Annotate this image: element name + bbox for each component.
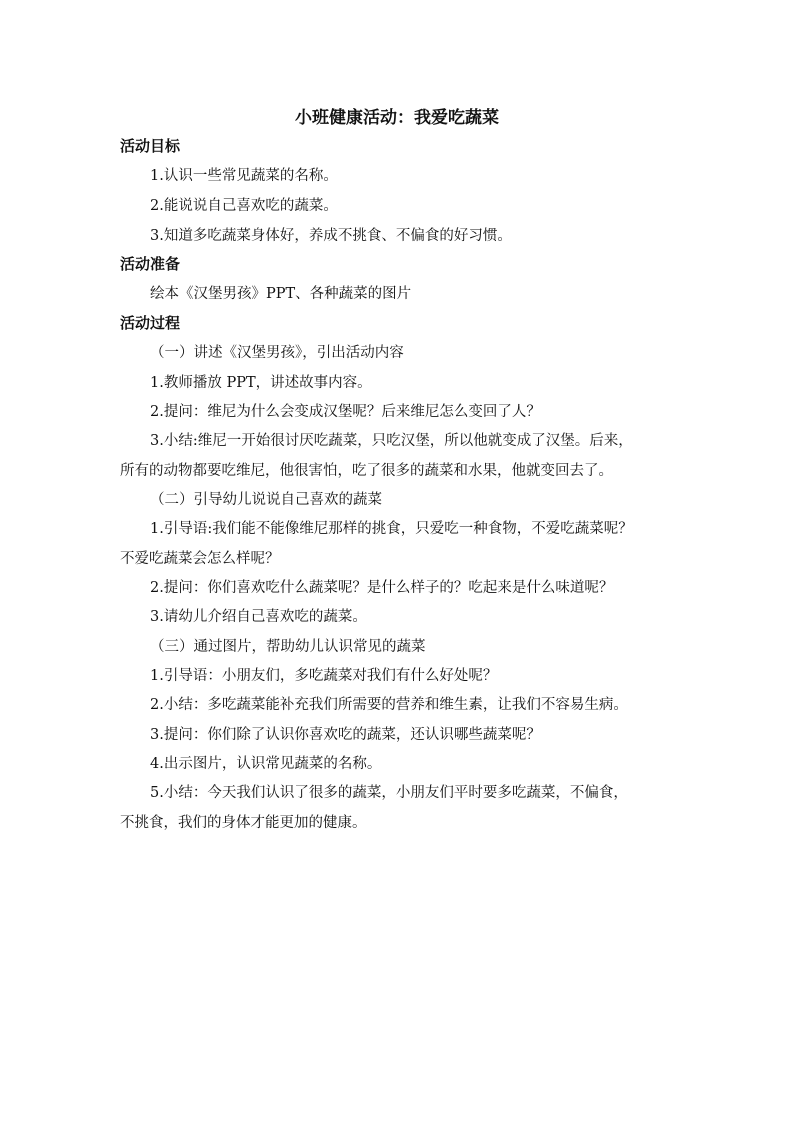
process-line: 3.小结:维尼一开始很讨厌吃蔬菜，只吃汉堡，所以他就变成了汉堡。后来， xyxy=(150,433,633,449)
process-line: 3.提问：你们除了认识你喜欢吃的蔬菜，还认识哪些蔬菜呢？ xyxy=(150,727,541,743)
process-line: 不挑食，我们的身体才能更加的健康。 xyxy=(120,815,367,831)
process-line: 1.教师播放 PPT，讲述故事内容。 xyxy=(150,375,372,391)
process-heading: 活动过程 xyxy=(120,314,181,332)
prep-text: 绘本《汉堡男孩》PPT、各种蔬菜的图片 xyxy=(150,286,412,302)
process-subheading: （一）讲述《汉堡男孩》，引出活动内容 xyxy=(150,345,404,361)
process-line: 2.提问：维尼为什么会变成汉堡呢？后来维尼怎么变回了人？ xyxy=(150,404,541,420)
process-subheading: （三）通过图片，帮助幼儿认识常见的蔬菜 xyxy=(150,639,426,655)
process-line: 1.引导语:我们能不能像维尼那样的挑食，只爱吃一种食物，不爱吃蔬菜呢？ xyxy=(150,521,633,537)
goal-item: 2.能说说自己喜欢吃的蔬菜。 xyxy=(150,198,338,214)
goals-heading: 活动目标 xyxy=(120,137,181,155)
process-line: 1.引导语：小朋友们，多吃蔬菜对我们有什么好处呢？ xyxy=(150,668,498,684)
process-line: 4.出示图片，认识常见蔬菜的名称。 xyxy=(150,756,382,772)
process-line: 5.小结：今天我们认识了很多的蔬菜，小朋友们平时要多吃蔬菜，不偏食， xyxy=(150,785,628,801)
document-title: 小班健康活动：我爱吃蔬菜 xyxy=(295,108,499,128)
process-line: 2.小结：多吃蔬菜能补充我们所需要的营养和维生素，让我们不容易生病。 xyxy=(150,697,628,713)
process-line: 3.请幼儿介绍自己喜欢吃的蔬菜。 xyxy=(150,609,367,625)
process-line: 不爱吃蔬菜会怎么样呢？ xyxy=(120,551,280,567)
goal-item: 3.知道多吃蔬菜身体好，养成不挑食、不偏食的好习惯。 xyxy=(150,228,512,244)
process-line: 所有的动物都要吃维尼，他很害怕，吃了很多的蔬菜和水果，他就变回去了。 xyxy=(120,463,613,479)
prep-heading: 活动准备 xyxy=(120,255,181,273)
goal-item: 1.认识一些常见蔬菜的名称。 xyxy=(150,168,338,184)
process-subheading: （二）引导幼儿说说自己喜欢的蔬菜 xyxy=(150,492,382,508)
process-line: 2.提问：你们喜欢吃什么蔬菜呢？是什么样子的？吃起来是什么味道呢？ xyxy=(150,580,614,596)
